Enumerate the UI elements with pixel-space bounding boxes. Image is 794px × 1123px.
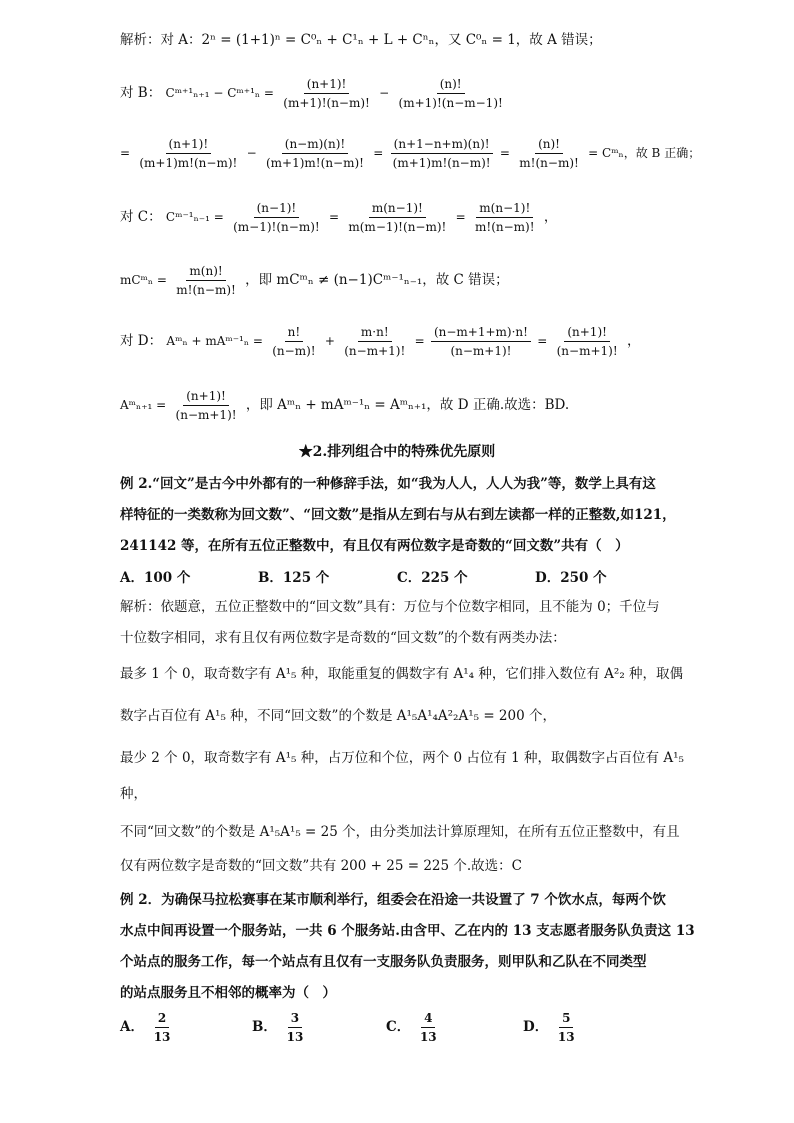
b2-minus: − (246, 146, 257, 160)
b2-fraction-1-numerator: (n+1)! (166, 136, 212, 154)
d-fraction-3 (431, 324, 531, 359)
example2-choice-d-label: D． (523, 1019, 549, 1035)
solution-line-a (120, 30, 602, 50)
analysis-line-6: 种， (120, 786, 147, 802)
example2-choice-a-fraction (151, 1010, 174, 1045)
example2-choice-d (523, 1010, 580, 1045)
analysis-line-1: 解析：依题意，五位正整数中的“回文数”具有：万位与个位数字相同，且不能为 0；千位与 (120, 599, 660, 615)
example2-line-2: 水点中间再设置一个服务站，一共 6 个服务站.由含甲、乙在内的 13 支志愿者服务队负责这 13 (120, 923, 695, 939)
d-lhs: Aᵐₙ + mAᵐ⁻¹ₙ = (166, 334, 263, 348)
c-equals-2: = (455, 210, 466, 224)
b2-fraction-4 (516, 136, 582, 171)
example1-choice-c: C．225 个 (397, 570, 468, 586)
d-fraction-4-numerator: (n+1)! (564, 324, 610, 342)
b2-fraction-2-numerator: (n−m)(n)! (282, 136, 348, 154)
c-fraction-2-numerator: m(n−1)! (369, 200, 426, 218)
b2-fraction-2 (263, 136, 367, 171)
c-fraction-3-denominator: m!(n−m)! (475, 220, 535, 234)
d-prefix: 对 D： (120, 333, 163, 349)
analysis-line-7: 不同“回文数”的个数是 A¹₅A¹₅ = 25 个，由分类加法计算原理知，在所有五位正整数中，有且 (120, 824, 680, 840)
d-fraction-2-numerator: m·n! (358, 324, 392, 342)
example1-choice-d: D．250 个 (535, 570, 607, 586)
d2-fraction-denominator: (n−m+1)! (175, 408, 237, 422)
b-lhs: Cᵐ⁺¹ₙ₊₁ − Cᵐ⁺¹ₙ = (165, 86, 274, 100)
example2-choice-d-denominator: 13 (557, 1030, 575, 1044)
c2-fraction-denominator: m!(n−m)! (176, 283, 236, 297)
example2-choice-a-label: A． (120, 1019, 144, 1035)
b2-fraction-2-denominator: (m+1)m!(n−m)! (266, 156, 364, 170)
example1-choice-b: B．125 个 (258, 570, 330, 586)
b2-equals-2: = (373, 146, 384, 160)
analysis-line-3: 最多 1 个 0，取奇数字有 A¹₅ 种，取能重复的偶数字有 A¹₄ 种，它们排入数位有 A²₂ 种，取偶 (120, 666, 684, 682)
c-fraction-1-denominator: (m−1)!(n−m)! (233, 220, 320, 234)
c-fraction-1-numerator: (n−1)! (254, 200, 300, 218)
d-fraction-1 (269, 324, 318, 359)
solution-line-d2 (120, 388, 569, 423)
b2-fraction-3-denominator: (m+1)m!(n−m)! (392, 156, 491, 170)
b2-fraction-1 (136, 136, 240, 171)
c-lhs: Cᵐ⁻¹ₙ₋₁ = (165, 210, 224, 224)
c-prefix: 对 C： (120, 209, 162, 225)
example2-choice-b-denominator: 13 (286, 1030, 304, 1044)
b-fraction-1-denominator: (m+1)!(n−m)! (283, 96, 370, 110)
example1-line-3: 241142 等，在所有五位正整数中，有且仅有两位数字是奇数的“回文数”共有（ ） (120, 538, 629, 554)
example2-choice-c-denominator: 13 (419, 1030, 437, 1044)
example2-choice-c-label: C． (386, 1019, 411, 1035)
solution-line-c (120, 200, 557, 235)
b2-fraction-3-numerator: (n+1−n+m)(n)! (391, 136, 493, 154)
section-heading: ★2.排列组合中的特殊优先原则 (298, 444, 496, 460)
example2-choice-b-numerator: 3 (288, 1010, 302, 1028)
analysis-line-8: 仅有两位数字是奇数的“回文数”共有 200 + 25 = 225 个.故选：C (120, 858, 523, 874)
d2-tail: ，即 Aᵐₙ + mAᵐ⁻¹ₙ = Aᵐₙ₊₁，故 D 正确.故选：BD. (245, 397, 570, 413)
c-fraction-3-numerator: m(n−1)! (476, 200, 533, 218)
example2-line-4: 的站点服务且不相邻的概率为（ ） (120, 985, 336, 1001)
example2-choice-a-numerator: 2 (155, 1010, 169, 1028)
d-plus: + (324, 334, 335, 348)
d-fraction-4 (554, 324, 621, 359)
b2-fraction-4-denominator: m!(n−m)! (519, 156, 579, 170)
d2-lhs: Aᵐₙ₊₁ = (120, 398, 167, 412)
b2-equals-3: = (499, 146, 510, 160)
example2-choice-b-label: B． (252, 1019, 277, 1035)
b-prefix: 对 B： (120, 85, 162, 101)
d-equals: = (414, 334, 425, 348)
solution-line-b2 (120, 136, 700, 171)
solution-line-b (120, 76, 508, 111)
c2-tail: ，即 mCᵐₙ ≠ (n−1)Cᵐ⁻¹ₙ₋₁，故 C 错误； (245, 272, 509, 288)
d-fraction-2-denominator: (n−m+1)! (344, 344, 406, 358)
d-fraction-3-numerator: (n−m+1+m)·n! (431, 324, 531, 342)
example2-choice-b (252, 1010, 308, 1045)
b-fraction-2-numerator: (n)! (437, 76, 465, 94)
d-fraction-1-numerator: n! (285, 324, 304, 342)
c2-fraction (173, 263, 239, 298)
analysis-line-2: 十位数字相同，求有且仅有两位数字是奇数的“回文数”的个数有两类办法： (120, 630, 566, 646)
example2-line-1: 例 2．为确保马拉松赛事在某市顺利举行，组委会在沿途一共设置了 7 个饮水点，每两个饮 (120, 892, 666, 908)
b2-equals: = (120, 146, 131, 160)
solution-a-text: 解析：对 A：2ⁿ = (1+1)ⁿ = C⁰ₙ + C¹ₙ + L + Cⁿₙ，又 C⁰ₙ = 1，故 A 错误； (120, 32, 602, 48)
b-fraction-2-denominator: (m+1)!(n−m−1)! (398, 96, 503, 110)
example2-choice-d-fraction (555, 1010, 578, 1045)
example2-choice-c (386, 1010, 442, 1045)
example2-choice-c-fraction (417, 1010, 440, 1045)
c-equals: = (329, 210, 340, 224)
c2-fraction-numerator: m(n)! (186, 263, 225, 281)
example1-line-2: 样特征的一类数称为回文数”、“回文数”是指从左到右与从右到左读都一样的正整数,如121， (120, 507, 676, 523)
example2-choice-a-denominator: 13 (153, 1030, 171, 1044)
b-fraction-1-numerator: (n+1)! (304, 76, 350, 94)
d-fraction-2 (341, 324, 408, 359)
b2-fraction-1-denominator: (m+1)m!(n−m)! (139, 156, 238, 170)
d-fraction-4-denominator: (n−m+1)! (556, 344, 618, 358)
example1-line-1: 例 2.“回文”是古今中外都有的一种修辞手法，如“我为人人，人人为我”等，数学上具有这 (120, 476, 656, 492)
b2-tail: = Cᵐₙ，故 B 正确； (588, 146, 701, 160)
d-fraction-3-denominator: (n−m+1)! (450, 344, 512, 358)
solution-line-c2 (120, 263, 509, 298)
c-fraction-2 (345, 200, 449, 235)
example2-choice-b-fraction (284, 1010, 307, 1045)
analysis-line-4: 数字占百位有 A¹₅ 种，不同“回文数”的个数是 A¹₅A¹₄A²₂A¹₅ = 200 个， (120, 708, 556, 724)
c2-lhs: mCᵐₙ = (120, 273, 167, 287)
example2-line-3: 个站点的服务工作，每一个站点有且仅有一支服务队负责服务，则甲队和乙队在不同类型 (120, 954, 647, 970)
b-minus: − (379, 86, 390, 100)
b-fraction-2 (396, 76, 506, 111)
b-fraction-1 (280, 76, 373, 111)
d2-fraction-numerator: (n+1)! (183, 388, 229, 406)
c-fraction-1 (230, 200, 323, 235)
solution-line-d (120, 324, 640, 359)
example2-choice-d-numerator: 5 (559, 1010, 573, 1028)
analysis-line-5: 最少 2 个 0，取奇数字有 A¹₅ 种，占万位和个位，两个 0 占位有 1 种，取偶数字占百位有 A¹₅ (120, 750, 684, 766)
c-tail: ， (543, 209, 558, 225)
c-fraction-3 (472, 200, 538, 235)
d2-fraction (173, 388, 240, 423)
example2-choice-a (120, 1010, 175, 1045)
d-tail: ， (626, 333, 641, 349)
d-equals-2: = (537, 334, 548, 348)
example2-choice-c-numerator: 4 (421, 1010, 435, 1028)
c-fraction-2-denominator: m(m−1)!(n−m)! (348, 220, 447, 234)
b2-fraction-4-numerator: (n)! (535, 136, 563, 154)
example1-choice-a: A．100 个 (120, 570, 191, 586)
b2-fraction-3 (390, 136, 494, 171)
d-fraction-1-denominator: (n−m)! (272, 344, 316, 358)
